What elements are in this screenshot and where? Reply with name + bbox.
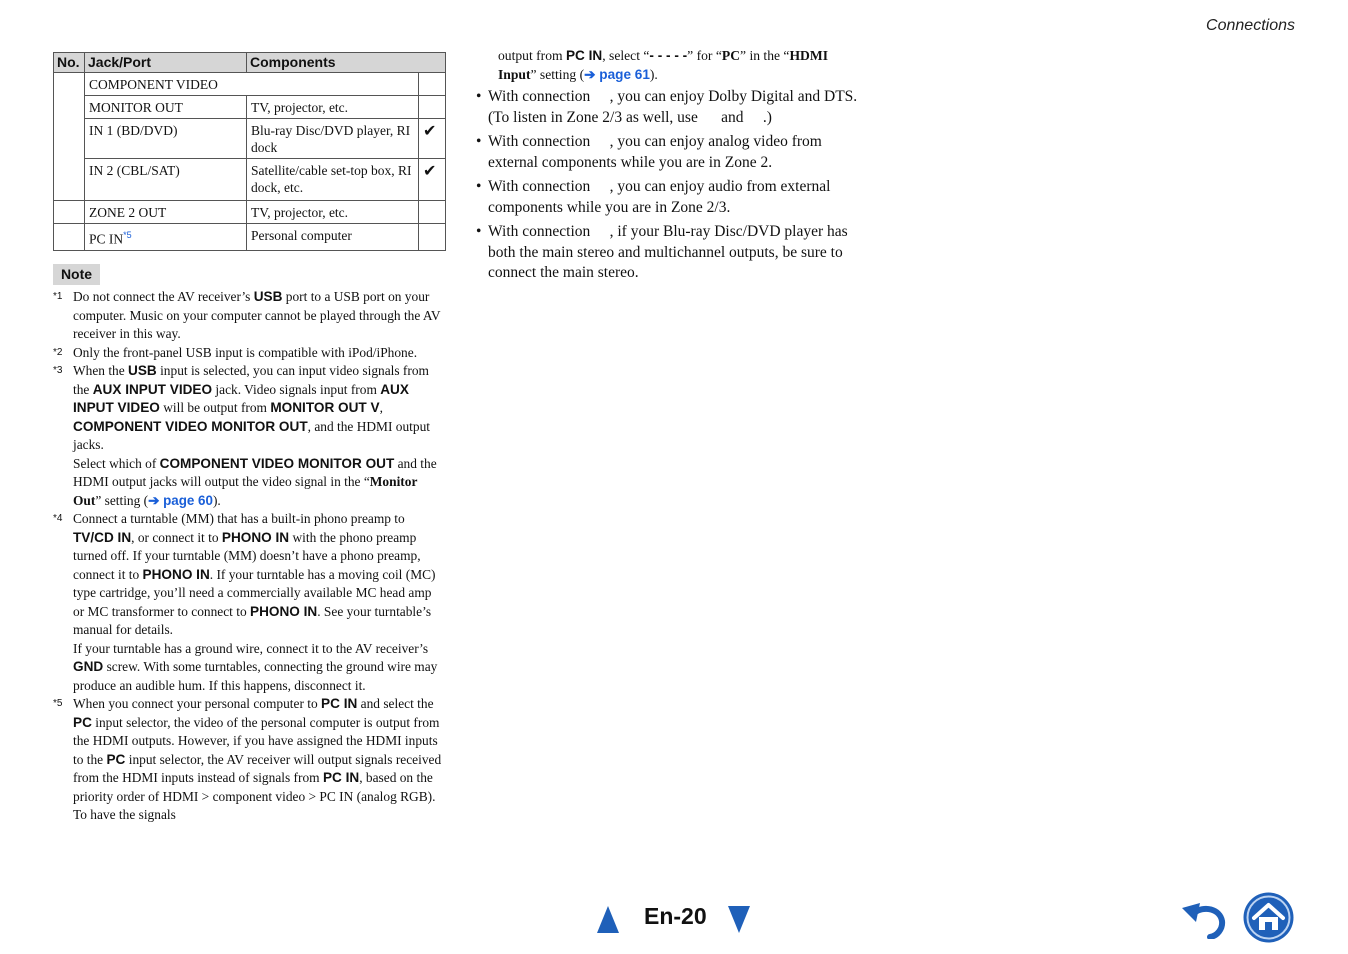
table-cell-jack: MONITOR OUT [85,96,247,119]
bold-term: MONITOR OUT V [270,400,380,415]
bold-term: USB [128,363,157,378]
bold-term: PC [73,714,92,730]
page-section-title: Connections [1206,17,1295,34]
table-cell-jack [85,224,247,251]
column-header-jack: Jack/Port [85,53,247,73]
bold-term: USB [253,289,283,304]
table-cell-components: Satellite/cable set-top box, RI dock, etc. [247,159,419,201]
footnote-item: *5 When you connect your personal computer to PC IN and select the PC input selector, the video of the personal computer is output from the HDMI outputs. However, if you have assigned the HDMI inputs to the PC input selector, the AV receiver will output signals received from the HDMI inputs instead of signals from PC IN, based on the priority order of HDMI > component video > PC IN (analog RGB). To have the signals [53,696,442,822]
table-cell-components: Blu-ray Disc/DVD player, RI dock [247,119,419,159]
bold-term: - - - - - [649,48,688,63]
table-cell-components: TV, projector, etc. [247,96,419,119]
check-mark-icon: ✔ [419,119,446,159]
table-row [54,159,446,201]
table-cell-no [54,224,85,251]
bullet-item: • With connection , you can enjoy Dolby Digital and DTS. (To listen in Zone 2/3 as well, use and .) [476,87,860,128]
table-cell-components: TV, projector, etc. [247,201,419,224]
footnote-item: *3 When the USB input is selected, you can input video signals from the AUX INPUT VIDEO jack. Video signals input from AUX INPUT VIDEO will be output from MONITOR OUT V, COMPONENT VIDEO MONITOR OUT, and the HDMI output jacks. Select which of COMPONENT VIDEO MONITOR OUT and the HDMI output jacks will output the video signal in the “Monitor Out” setting (➔ page 60). [53,363,437,508]
table-row [54,73,446,96]
jack-label: PC IN [89,231,124,247]
bullet-item: • With connection , if your Blu-ray Disc/DVD player has both the main stereo and multichannel outputs, be sure to connect the main stereo. [476,222,860,284]
bold-term: COMPONENT VIDEO MONITOR OUT [159,455,395,471]
home-icon[interactable] [1242,891,1295,944]
bold-term: PHONO IN [221,529,290,545]
right-column [476,47,860,288]
bold-term: GND [73,659,104,674]
setting-name: HDMI Input [498,48,828,82]
table-cell-check [419,73,446,96]
footnote-marker: *5 [53,698,63,709]
table-cell-jack: IN 1 (BD/DVD) [85,119,247,159]
bold-term: PC IN [565,48,603,63]
footnote-item: *4 Connect a turntable (MM) that has a built-in phono preamp to TV/CD IN, or connect it to PHONO IN with the phono preamp turned off. If your turntable (MM) doesn’t have a phono preamp, connect it to PHONO IN. If your turntable has a moving coil (MC) type cartridge, you’ll need a commercially available MC head amp or MC transformer to connect to PHONO IN. See your turntable’s manual for details. If your turntable has a ground wire, connect it to the AV receiver’s GND screw. With some turntables, connecting the ground wire may produce an audible hum. If this happens, disconnect it. [53,511,438,693]
table-cell-no [54,201,85,224]
footnote-marker: *3 [53,365,63,376]
table-row [54,96,446,119]
bold-term: PHONO IN [142,566,210,582]
bold-term: PC [106,751,126,767]
bold-term: TV/CD IN [73,529,132,545]
footnote-item: *1 Do not connect the AV receiver’s USB port to a USB port on your computer. Music on your computer cannot be played through the AV receiver in this way. [53,289,441,341]
page-link[interactable]: ➔ page 61 [584,66,650,82]
table-row [54,201,446,224]
footnote-item: *2 Only the front-panel USB input is compatible with iPod/iPhone. [53,344,445,363]
page-number: En-20 [644,903,707,929]
table-cell-components: Personal computer [247,224,419,251]
column-header-no: No. [54,53,85,73]
table-header-row [54,53,446,73]
back-arrow-icon[interactable] [1180,897,1228,939]
check-mark-icon [419,96,446,119]
table-cell-jack: IN 2 (CBL/SAT) [85,159,247,201]
footnote-ref[interactable]: *5 [123,230,132,240]
setting-name: PC [721,48,741,63]
bold-term: PHONO IN [250,603,318,619]
jack-table [53,52,446,251]
table-row [54,119,446,159]
table-cell-no [54,73,85,201]
check-mark-icon [419,201,446,224]
bold-term: AUX INPUT VIDEO [92,381,213,397]
table-row [54,224,446,251]
column-header-components: Components [247,53,446,73]
bold-term: COMPONENT VIDEO MONITOR OUT [73,418,308,434]
footnote-marker: *4 [53,513,63,524]
bold-term: AUX INPUT VIDEO [73,381,409,415]
table-cell-jack: ZONE 2 OUT [85,201,247,224]
continued-paragraph: output from PC IN, select “- - - - -” for “PC” in the “HDMI Input” setting (➔ page 61). [498,48,828,82]
bullet-list [476,87,860,284]
down-triangle-icon[interactable] [728,906,750,933]
bold-term: PC IN [321,696,358,711]
footnote-marker: *1 [53,291,63,302]
bullet-item: • With connection , you can enjoy analog video from external components while you are in Zone 2. [476,132,860,173]
footnote-marker: *2 [53,346,63,358]
table-section-label: COMPONENT VIDEO [85,73,419,96]
check-mark-icon [419,224,446,251]
note-label: Note [53,264,100,285]
bold-term: PC IN [322,770,360,785]
setting-name: Monitor Out [73,474,418,508]
page-link[interactable]: ➔ page 60 [148,492,213,508]
footnotes-list [53,288,445,825]
bullet-item: • With connection , you can enjoy audio from external components while you are in Zone 2/3. [476,177,860,218]
up-triangle-icon[interactable] [597,906,619,933]
check-mark-icon: ✔ [419,159,446,201]
